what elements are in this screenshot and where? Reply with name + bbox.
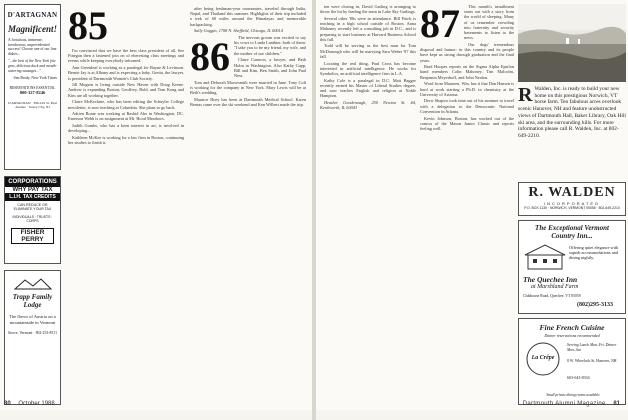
quechee-address: Clubhouse Road, Quechee, VT 05059: [523, 294, 581, 298]
right-col2-p1: This month's installment starts out with a story from the world of sleeping. Many of us remember crowding into fraternity and sorority basements to listen to the news.: [464, 4, 514, 41]
right-col1-p6: Heather Goodenough, 250 Newton St. #4, Kenilworth, IL 60043: [320, 99, 416, 111]
left-col2-p4: Claire Connors, a lawyer, and Beth Holm in Washington. Also Kathy Cupp, Bill and Kim, Ben Smith, and John Paul Ness.: [234, 57, 306, 78]
right-col2-p2: Our dogs' tremendous disposal and humor: in this country and its people have kept us strong through graduation and the final years.: [420, 41, 514, 63]
crepe-title: Fine French Cuisine: [539, 323, 605, 332]
dartagnan-phone: 800-327-8246: [19, 90, 46, 96]
trapp-ad[interactable]: [4, 270, 61, 405]
trapp-tagline: The flavor of Austria on a mountainside in Vermont: [9, 314, 56, 325]
corp-brand: FISHER PERRY: [11, 228, 54, 244]
right-col1-p3: Todd will be serving as the best man for Tom McDonough who will be marrying Sara Weber '87 this fall.: [320, 43, 416, 59]
corp-sub: INDIVIDUALS · TRUSTS · CORPS: [12, 214, 53, 223]
corp-line2: WHY PAY TAX: [12, 187, 53, 193]
inn-illustration: [523, 243, 567, 271]
dartagnan-body: A fortuitous, immense, treacherous, unprecedented success! Choose one of our fine dishes...: [8, 38, 57, 56]
trapp-logo-icon: [13, 277, 53, 291]
trapp-brand: Trapp Family Lodge: [12, 293, 53, 309]
crepe-address: 8 W. Wheelock St. Hanover, NH: [567, 359, 617, 363]
left-col2-p2: Sally Goggin, 1708 N. Sheffield, Chicago, IL 60614: [194, 28, 283, 34]
walden-sub: INCORPORATED: [544, 201, 600, 206]
left-col2-p3: The nervous groom was excited to say his vows to Linda Lanthier, both of them: "I take you to be my friend, my wife, and the mother of our children.": [234, 35, 306, 56]
dartagnan-headline: Magnificent!: [7, 24, 57, 34]
dartagnan-brand: D'ARTAGNAN: [7, 11, 58, 19]
left-col2-p6: Maurice Hoey has been at Dartmouth Medical School. Karen Bernas came over the ski weekend and Ken Wilbert made the trip.: [190, 96, 306, 107]
dartagnan-footer: D'ARTAGNAN · 399-419 St. Paul Avenue · Jersey City, NJ: [8, 101, 57, 110]
right-column-1: [320, 4, 416, 404]
right-col2-p5: Drew Shapiro took time out of his summer to travel with a delegation to the Democratic National Convention in Atlanta.: [420, 98, 514, 114]
class-year-85: 85: [68, 3, 108, 48]
right-col1-p5: Kathy Cole is a paralegal in D.C. Matt Bagger recently earned his Master of Liberal Studies degree, and now teaches English and religion at Noble Hampton.: [320, 77, 416, 99]
left-issue-date: October 1988: [18, 401, 55, 407]
right-col1-p1: ten were closing in, David Garling is arranging to throw the lot by leading the team in Lake Sky Garlings.: [320, 4, 416, 15]
dartagnan-source: -Jim Brady, New York Times: [12, 76, 57, 81]
walden-logo: R. WALDEN: [528, 185, 616, 200]
right-col1-p4: Locating the real thing, Paul Cross has become interested in artificial intelligence. He works for Symbolics, an artificial intelligence firm in L.A.: [320, 60, 416, 76]
corp-line3: L.I.H. TAX CREDITS: [5, 193, 60, 201]
left-col2-p1: after being freshman-year roommates, traveled through India, Nepal, and Thailand this summer. Highlights of their trip included a trek of 60 miles around the Himalayas and memorable backpacking.: [190, 6, 306, 27]
crepe-ad[interactable]: [518, 318, 626, 405]
right-page: [316, 0, 628, 410]
quechee-line1: The Exceptional Vermont: [535, 224, 609, 232]
landscape-photo: [518, 4, 626, 82]
left-col1-p2: Ann Greenleaf is working as a paralegal for Bayne & Levinson. Bernie Jay is at Albany and is expecting a baby. Gretta, the lawyer, is president of Dartmouth Women's Club Society.: [68, 65, 184, 81]
dartagnan-ad[interactable]: [4, 4, 61, 170]
left-col1-p6: Judith Gombs, who has a keen interest in art, is involved in developing...: [68, 123, 184, 134]
quechee-ad[interactable]: [518, 220, 626, 314]
left-page-number: 80: [4, 401, 11, 407]
right-column-2: [420, 4, 514, 404]
class-year-87: 87: [420, 4, 460, 46]
quechee-line4: at Marshland Farm: [531, 284, 579, 290]
left-page: [0, 0, 312, 410]
left-column-1: [68, 48, 184, 404]
walden-text: [518, 86, 626, 180]
left-col1-p1: I'm convinced that we have the best class president of all. See Finegan then a fastened join on of eberesting class meetings and events while keeping everybody informed.: [68, 48, 184, 64]
quechee-body: Offering quiet elegance with superb accommodations and dining nightly.: [569, 245, 619, 261]
dartagnan-quote: "...the best of the New York foie gras, delicious duck and mouth-watering sausages...": [8, 59, 57, 73]
walden-dropcap: R: [518, 84, 533, 106]
corporations-ad[interactable]: [4, 176, 61, 264]
walden-address: P.O. BOX 1135 · NORWICH, VERMONT 05055 · 802-649-2210: [524, 206, 620, 210]
left-col1-p7: Kathleen McKee is working for a law firm in Boston, continuing her studies to finish it.: [68, 135, 184, 146]
right-footer: [320, 398, 620, 410]
walden-text-body: Walden, Inc. is ready to build your new home on this prestigious Norwich, VT horse farm. Ten fabulous acres overlook scenic Hanover, NH and feature unobstructed views of Dartmouth Hall, Baker Library, Oak Hill ski area, and the surrounding hills. For more information please call R. Walden, Inc. at 802-649-2210.: [518, 86, 626, 139]
quechee-line3: The Quechee Inn: [523, 275, 578, 284]
crepe-phone: 603-643-8334: [567, 375, 590, 380]
quechee-phone: (802)295-3133: [577, 302, 613, 308]
class-year-86: 86: [190, 34, 230, 80]
left-col1-p4: Claire McKechnie, who has been editing the Schuyler College newsletter, is now teaching at Columbia. She plans to go back.: [68, 99, 184, 110]
dartagnan-phone-label: RESERVATIONS ESSENTIAL: [9, 86, 56, 91]
crepe-logo: La Crêpe: [531, 355, 555, 361]
corp-line1: CORPORATIONS: [5, 177, 60, 187]
right-col2-p6: Kevin Johnson, Boston, has worked out of the comics of the Mason Junior Classic and reports feeling well.: [420, 115, 514, 131]
left-column-2: [190, 6, 306, 404]
trapp-body: Stowe, Vermont · 802-253-8511: [8, 331, 57, 335]
right-magazine-title: Dartmouth Alumni Magazine: [522, 401, 606, 407]
crepe-sub: Dinner reservations recommended: [544, 333, 600, 338]
walden-ad[interactable]: [518, 182, 626, 216]
left-col1-p5: Adrien Bonte was working at Rashid Abo in Washington, DC. Emerson Webb is on assignment at Mt. Hood Meadows.: [68, 111, 184, 122]
left-col2-p5: Tom and Deborah Morsesmith were married in June. Tony Colt is working for the company in New York. Mary Lewis will be at Beth's wedding.: [190, 79, 306, 96]
corp-body: CAN REDUCE OR ELIMINATE YOUR TAX: [13, 203, 52, 212]
right-col1-p2: Several other '86s were in attendance. Bill Finch is teaching in a high school outside of Boston. Anna Mahoney recently left a consulting job in D.C., and is preparing to start business at Harvard Business School this fall.: [320, 15, 416, 42]
crepe-hours: Serving Lunch Mon–Fri, Dinner Mon–Sat: [567, 343, 617, 352]
right-col2-p3: Brad Hoopes reports on the Sigma Alpha Epsilon band members Colin Mahoney, Tim Malcolm, Benjamin Meyerhoff, and John Nealon.: [420, 64, 514, 80]
right-col2-p4: Word from Maureen, Win, has it that Dan Hansen is hard at work starting a Ph.D. in chemistry at the University of Arizona.: [420, 81, 514, 97]
left-col1-p3: Jill Mogsen is living outside New Haven with Doug Keene. Andrew is expanding Boston, Geoffrey, Bold, and Tom Kong and Kim are all working together.: [68, 82, 184, 98]
quechee-line2: Country Inn...: [551, 232, 593, 240]
right-page-number: 81: [613, 401, 620, 407]
left-footer: [4, 398, 304, 410]
crepe-note: Small private dining rooms available: [546, 393, 600, 397]
